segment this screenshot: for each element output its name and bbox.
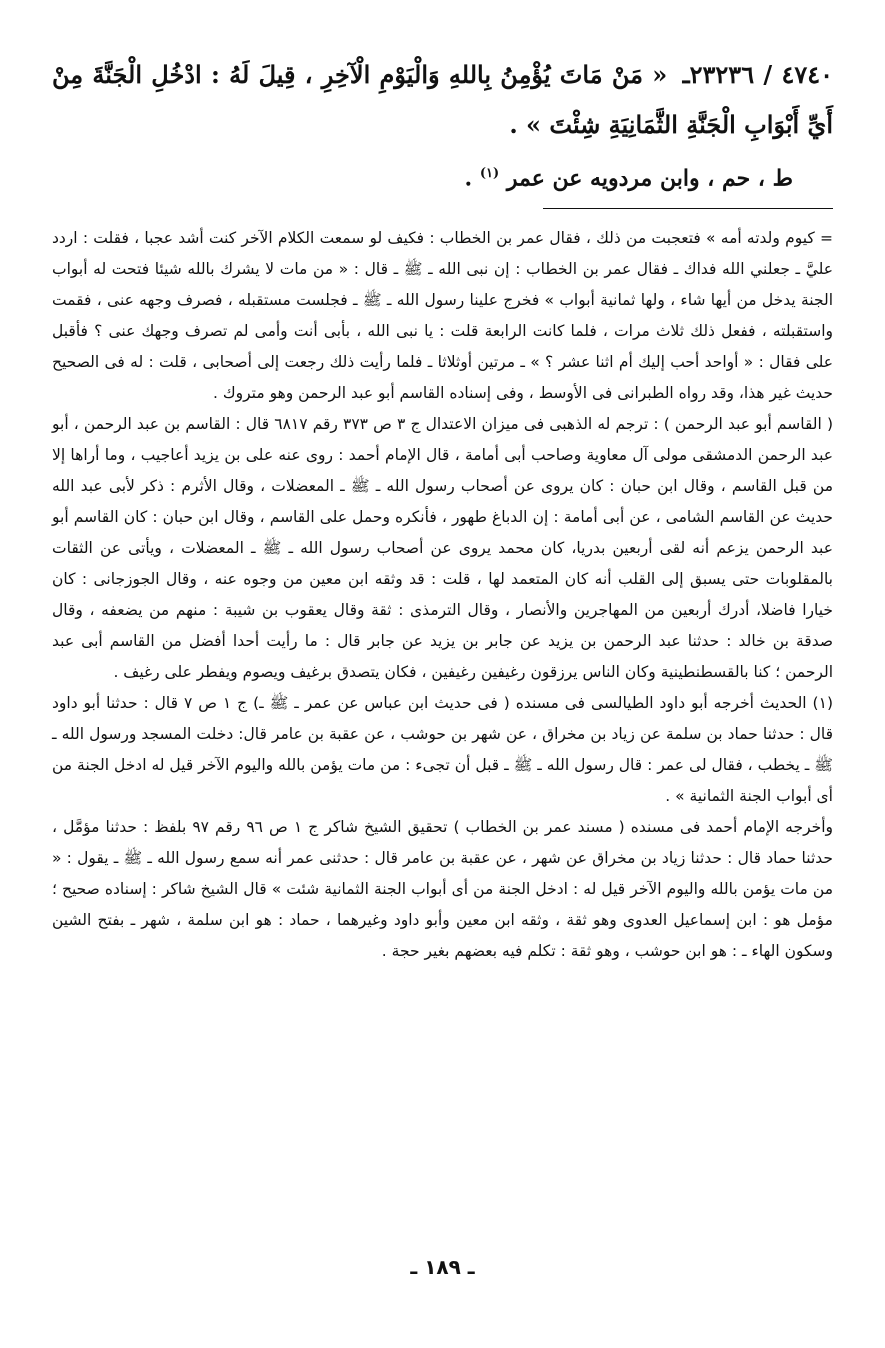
footnote-1-text: الحديث أخرجه أبو داود الطيالسى فى مسنده ( فى حديث ابن عباس عن عمر ـ ﷺ ـ) ج ١ ص ٧ قال : حدثنا أبو داود قال : حدثنا حماد بن سلمة عن زياد بن مخراق ، عن شهر بن حوشب ، عن عقبة بن عامر قال: دخلت المسجد ورسول الله ـ ﷺ ـ يخطب ، فقال لى عمر : قال رسول الله ـ ﷺ ـ قبل أن تجىء : من مات يؤمن بالله واليوم الآخر قيل له ادخل الجنة من أى أبواب الجنة الثمانية » .	[52, 694, 833, 806]
footnote-ahmad: وأخرجه الإمام أحمد فى مسنده ( مسند عمر بن الخطاب ) تحقيق الشيخ شاكر ج ١ ص ٩٦ رقم ٩٧ بلفظ : حدثنا مؤمَّل ، حدثنا حماد قال : حدثنا زياد بن مخراق عن شهر ، عن عقبة بن عامر قال : حدثنى عمر أنه سمع رسول الله ـ ﷺ ـ يقول : « من مات يؤمن بالله واليوم الآخر قيل له : ادخل الجنة من أى أبواب الجنة الثمانية شئت » قال الشيخ شاكر : إسناده صحيح ؛ مؤمل هو : ابن إسماعيل العدوى وهو ثقة ، وثقه ابن معين وأبو داود وغيرهما ، حماد : هو ابن سلمة ، شهر ـ بفتح الشين وسكون الهاء ـ : هو ابن حوشب ، وهو ثقة : تكلم فيه بعضهم بغير حجة .	[52, 818, 834, 961]
footnote-1	[52, 688, 833, 812]
source-end: .	[464, 165, 473, 192]
main-hadith	[52, 50, 833, 150]
footnote-marker: (١)	[479, 166, 500, 181]
source-text: ط ، حم ، وابن مردويه عن عمر	[506, 165, 793, 192]
footnote-separator	[543, 208, 833, 209]
hadith-text: « مَنْ مَاتَ يُؤْمِنُ بِاللهِ وَالْيَوْمِ الْآخِرِ ، قِيلَ لَهُ : ادْخُلِ الْجَنَّةَ مِنْ أَيِّ أَبْوَابِ الْجَنَّةِ الثَّمَانِيَةِ شِئْتَ » .	[52, 60, 833, 139]
footnote-1-ref: (١)	[812, 694, 833, 713]
footnote-continuation: = كيوم ولدته أمه » فتعجبت من ذلك ، فقال عمر بن الخطاب : فكيف لو سمعت الكلام الآخر كنت أشد عجبا ، فقلت : اردد عليَّ ـ جعلني الله فداك ـ فقال عمر بن الخطاب : إن نبى الله ـ ﷺ ـ قال : « من مات لا يشرك بالله شيئا فتحت له أبواب الجنة يدخل من أيها شاء ، ولها ثمانية أبواب » فخرج علينا رسول الله ـ ﷺ ـ فجلست مستقبله ، فصرف وجهه عنى ، فقمت واستقبلته ، ففعل ذلك ثلاث مرات ، فلما كانت الرابعة قلت : يا نبى الله ، بأبى أنت وأمى لم تصرف وجهك عنى ؟ فأقبل على فقال : « أواحد أحب إليك أم اثنا عشر ؟ » ـ مرتين أوثلاثا ـ فلما رأيت ذلك رجعت إلى أصحابى ، قلت : له فى الصحيح حديث غير هذا، وقد رواه الطبرانى فى الأوسط ، وفى إسناده القاسم أبو عبد الرحمن وهو متروك .	[52, 229, 833, 403]
footnote-narrator-bio: ( القاسم أبو عبد الرحمن ) : ترجم له الذهبى فى ميزان الاعتدال ج ٣ ص ٣٧٣ رقم ٦٨١٧ قال : القاسم بن عبد الرحمن ، أبو عبد الرحمن الدمشقى مولى آل معاوية وصاحب أبى أمامة ، قال الإمام أحمد : روى عنه على بن يزيد أعاجيب ، وما أراها إلا من قبل القاسم ، وقال ابن حبان : كان يروى عن أصحاب رسول الله ـ ﷺ ـ المعضلات ، وقال الأثرم : ذكر لأبى عبد الله حديث عن القاسم الشامى ، عن أبى أمامة : إن الدباغ طهور ، فأنكره وحمل على القاسم ، وقال ابن حبان : كان القاسم أبو عبد الرحمن يزعم أنه لقى أربعين بدريا، كان محمد يروى عن أصحاب رسول الله ـ ﷺ ـ المعضلات ، ويأتى عن الثقات بالمقلوبات حتى يسبق إلى القلب أنه كان المتعمد لها ، قلت : قد وثقه ابن معين من وجوه عنه ، وقال الجوزجانى : كان خيارا فاضلا، أدرك أربعين من المهاجرين والأنصار ، وقال الترمذى : ثقة وقال يعقوب بن شيبة : منهم من يضعفه ، وقال صدقة بن خالد : حدثنا عبد الرحمن بن يزيد عن جابر بن يزيد عن جابر قال : ما رأيت أحدا أفضل من القاسم أبى عبد الرحمن ؛ كنا بالقسطنطينية وكان الناس يرزقون رغيفين رغيفين ، فكان يتصدق برغيف ويصوم ويفطر على رغيف .	[52, 415, 833, 682]
page-number: ـ ١٨٩ ـ	[410, 1255, 475, 1279]
hadith-source	[52, 156, 793, 196]
footnotes	[52, 223, 833, 967]
hadith-number: ٤٧٤٠ / ٢٣٢٣٦ـ	[682, 60, 833, 89]
